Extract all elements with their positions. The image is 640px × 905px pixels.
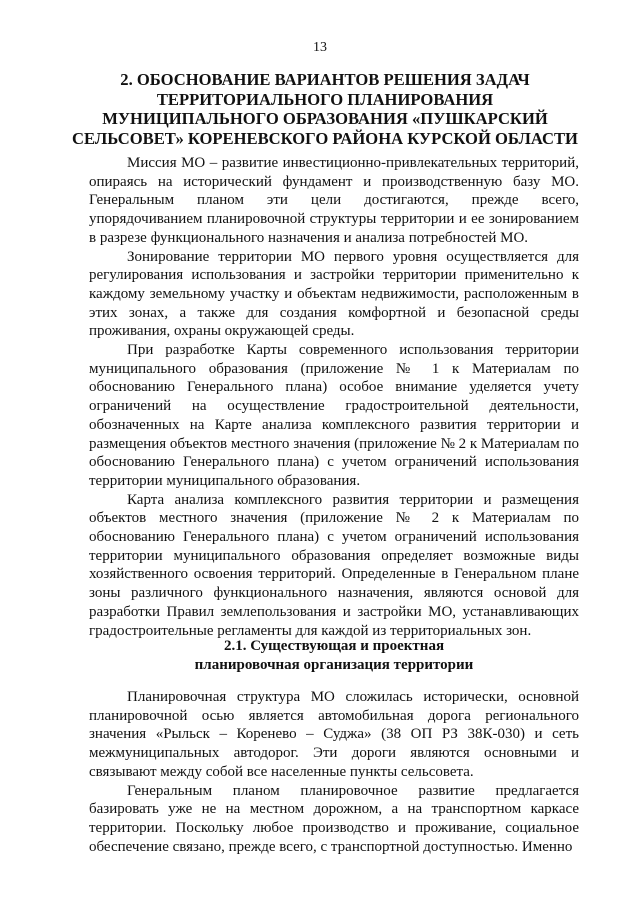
subsection-heading-line: 2.1. Существующая и проектная <box>223 638 445 654</box>
subsection-heading <box>89 637 579 674</box>
paragraph: При разработке Карты современного использования территории муниципального образования (приложение № 1 к Материалам по обоснованию Генерального плана) особое внимание уделяется учету ограничений на осуществление градостроительной деятельности, обозначенных на Карте анализа комплексного развития территории и размещения объектов местного значения (приложение № 2 к Материалам по обоснованию Генерального плана) с учетом ограничений использования территории муниципального образования. <box>89 342 579 489</box>
paragraph: Зонирование территории МО первого уровня осуществляется для регулирования использования и застройки территории применительно к каждому земельному участку и объектам недвижимости, расположенным в этих зонах, а также для создания комфортной и безопасной среды проживания, охраны окружающей среды. <box>89 248 579 340</box>
page-number: 13 <box>313 40 327 55</box>
paragraph: Генеральным планом планировочное развитие предлагается базировать уже не на местном дорожном, а на транспортном каркасе территории. Поскольку любое производство и проживание, социальное обеспечение связано, прежде всего, с транспортной доступностью. Именно <box>89 782 579 855</box>
section-body <box>89 154 579 640</box>
subsection-heading-line: планировочная организация территории <box>194 656 474 673</box>
section-heading: 2. ОБОСНОВАНИЕ ВАРИАНТОВ РЕШЕНИЯ ЗАДАЧ ТЕРРИТОРИАЛЬНОГО ПЛАНИРОВАНИЯ МУНИЦИПАЛЬНОГО ОБРАЗОВАНИЯ «ПУШКАРСКИЙ СЕЛЬСОВЕТ» КОРЕНЕВСКОГО РАЙОНА КУРСКОЙ ОБЛАСТИ <box>72 70 578 148</box>
paragraph: Миссия МО – развитие инвестиционно-привлекательных территорий, опираясь на исторический фундамент и производственную базу МО. Генеральным планом эти цели достигаются, прежде всего, упорядочиванием планировочной структуры территории и ее зонированием в разрезе функционального назначения и анализа потребностей МО. <box>89 155 579 246</box>
subsection-body <box>89 688 579 856</box>
paragraph: Планировочная структура МО сложилась исторически, основной планировочной осью является автомобильная дорога регионального значения «Рыльск – Коренево – Суджа» (38 ОП РЗ 38К-030) и сеть межмуниципальных автодорог. Эти дороги являются основными и связывают между собой все населенные пункты сельсовета. <box>89 689 579 780</box>
paragraph: Карта анализа комплексного развития территории и размещения объектов местного значения (приложение № 2 к Материалам по обоснованию Генерального плана) с учетом ограничений использования территории муниципального образования определяет возможные виды хозяйственного освоения территорий. Определенные в Генеральном плане зоны различного функционального назначения, являются основой для разработки Правил землепользования и застройки МО, устанавливающих градостроительные регламенты для каждой из территориальных зон. <box>89 491 579 639</box>
